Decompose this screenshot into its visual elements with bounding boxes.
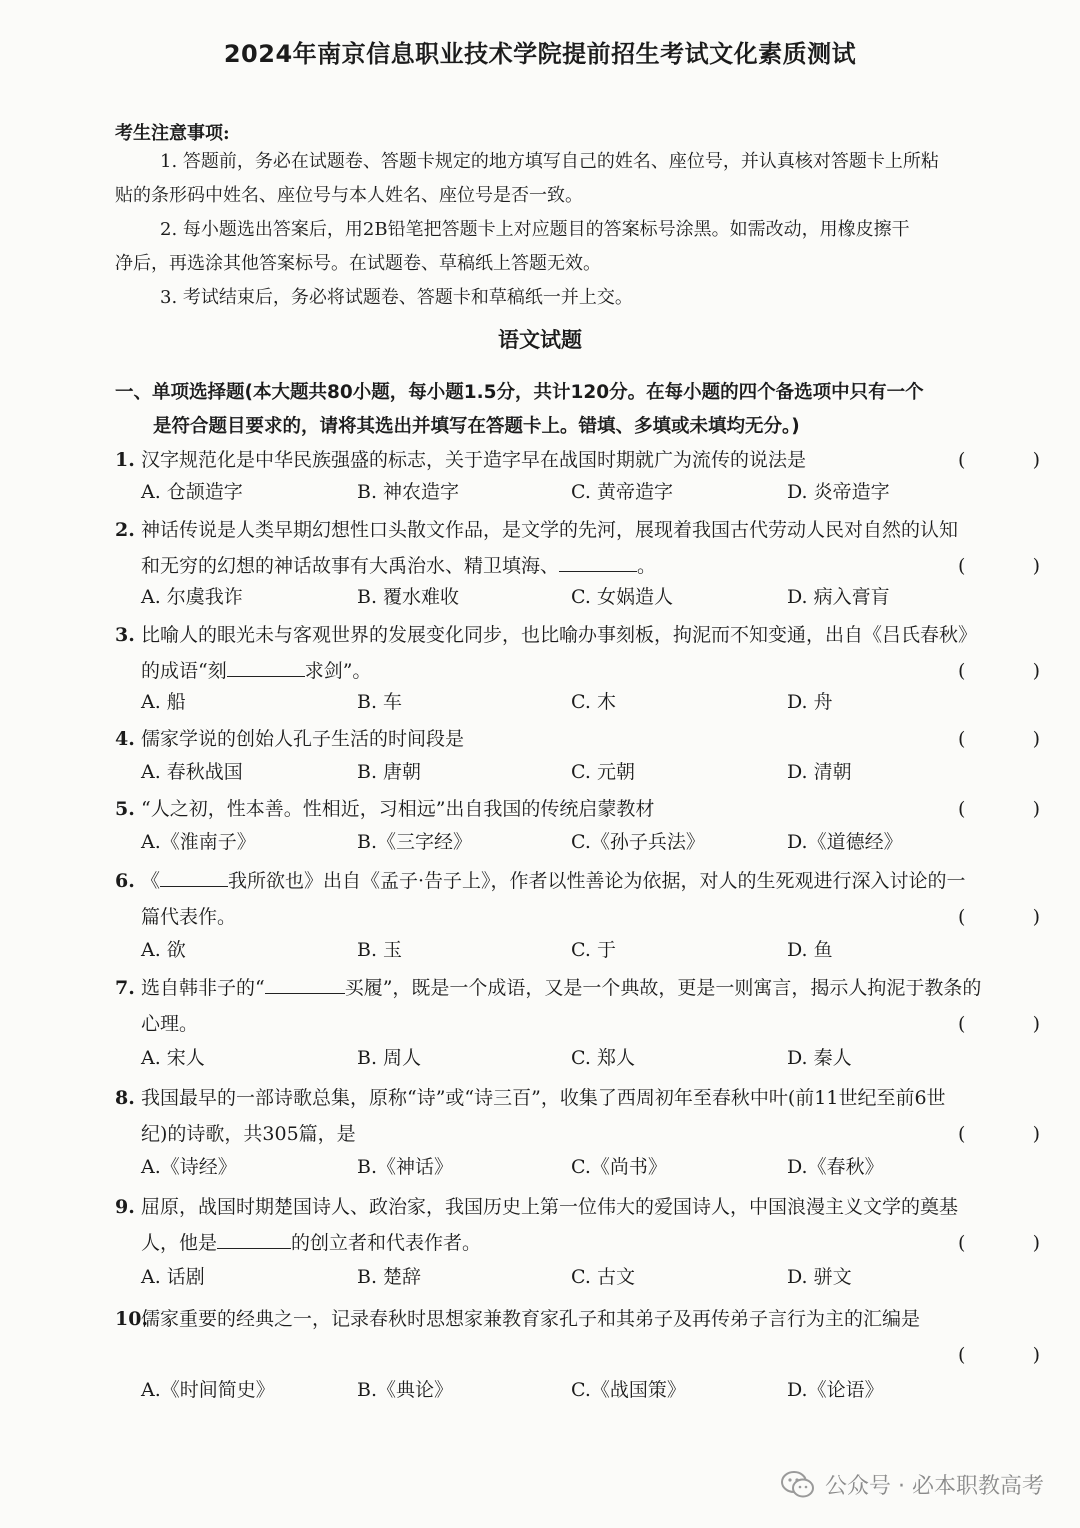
- answer-parentheses: ( ): [958, 1232, 1040, 1254]
- option-a: A. 话剧: [141, 1266, 205, 1288]
- option-d: D. 秦人: [787, 1047, 852, 1069]
- question-3-options: [141, 687, 1041, 723]
- option-d: D. 鱼: [787, 939, 833, 961]
- question-5-options: [141, 827, 1041, 863]
- option-b: B. 覆水难收: [357, 586, 460, 608]
- option-c: C.《尚书》: [571, 1156, 667, 1178]
- option-a: A.《诗经》: [141, 1156, 237, 1178]
- option-c: C. 郑人: [571, 1047, 635, 1069]
- option-d: D. 炎帝造字: [787, 481, 890, 503]
- option-b: B. 唐朝: [357, 761, 422, 783]
- answer-parentheses: ( ): [958, 1344, 1040, 1366]
- answer-parentheses: ( ): [958, 1013, 1040, 1035]
- notice-item-2: 2. 每小题选出答案后，用2B铅笔把答题卡上对应题目的答案标号涂黑。如需改动，用橡皮擦干 净后，再选涂其他答案标号。在试题卷、草稿纸上答题无效。: [115, 219, 910, 274]
- option-a: A.《淮南子》: [141, 831, 256, 853]
- answer-parentheses: ( ): [958, 555, 1040, 577]
- notice-heading: 考生注意事项:: [115, 123, 230, 144]
- option-b: B.《三字经》: [357, 831, 473, 853]
- question-2: 2. 神话传说是人类早期幻想性口头散文作品，是文学的先河，展现着我国古代劳动人民对自然的认知 和无穷的幻想的神话故事有大禹治水、精卫填海、 。 ( ): [115, 512, 1050, 584]
- option-b: B.《神话》: [357, 1156, 454, 1178]
- option-b: B.《典论》: [357, 1379, 454, 1401]
- option-b: B. 车: [357, 691, 403, 713]
- answer-parentheses: ( ): [958, 798, 1040, 820]
- option-c: C. 元朝: [571, 761, 635, 783]
- option-b: B. 楚辞: [357, 1266, 422, 1288]
- option-c: C. 古文: [571, 1266, 635, 1288]
- question-1-options: [141, 477, 1041, 513]
- question-1: 1. 汉字规范化是中华民族强盛的标志，关于造字早在战国时期就广为流传的说法是 ( ): [115, 442, 1050, 478]
- option-c: C. 木: [571, 691, 616, 713]
- question-9-options: [141, 1262, 1041, 1298]
- option-d: D. 病入膏肓: [787, 586, 890, 608]
- question-6: 6. 《 我所欲也》出自《孟子·告子上》，作者以性善论为依据，对人的生死观进行深入讨论的一 篇代表作。 ( ): [115, 863, 1050, 935]
- option-d: D.《道德经》: [787, 831, 903, 853]
- option-d: D. 舟: [787, 691, 833, 713]
- answer-parentheses: ( ): [958, 660, 1040, 682]
- option-a: A. 春秋战国: [141, 761, 243, 783]
- question-8: 8. 我国最早的一部诗歌总集，原称“诗”或“诗三百”，收集了西周初年至春秋中叶(前11世纪至前6世 纪)的诗歌，共305篇，是 ( ): [115, 1080, 1050, 1152]
- option-a: A. 尔虞我诈: [141, 586, 243, 608]
- option-b: B. 周人: [357, 1047, 422, 1069]
- notice-item-1: 1. 答题前，务必在试题卷、答题卡规定的地方填写自己的姓名、座位号，并认真核对答题卡上所粘 贴的条形码中姓名、座位号与本人姓名、座位号是否一致。: [115, 151, 939, 206]
- section-title: 语文试题: [498, 328, 582, 352]
- watermark-text: 公众号 · 必本职教高考: [825, 1474, 1044, 1499]
- option-a: A. 仓颉造字: [141, 481, 243, 503]
- answer-parentheses: ( ): [958, 449, 1040, 471]
- question-2-options: [141, 582, 1041, 618]
- option-a: A.《时间简史》: [141, 1379, 275, 1401]
- question-6-options: [141, 935, 1041, 971]
- answer-parentheses: ( ): [958, 728, 1040, 750]
- option-b: B. 玉: [357, 939, 403, 961]
- answer-parentheses: ( ): [958, 1123, 1040, 1145]
- fill-blank: [227, 656, 305, 677]
- question-4-options: [141, 757, 1041, 793]
- fill-blank: [160, 866, 228, 887]
- question-10: 10.儒家重要的经典之一，记录春秋时思想家兼教育家孔子和其弟子及再传弟子言行为主的汇编是 ( ): [115, 1301, 1050, 1337]
- wechat-icon: [781, 1471, 815, 1499]
- option-d: D.《春秋》: [787, 1156, 884, 1178]
- answer-parentheses: ( ): [958, 906, 1040, 928]
- question-4: 4. 儒家学说的创始人孔子生活的时间段是 ( ): [115, 721, 1050, 757]
- option-c: C. 黄帝造字: [571, 481, 673, 503]
- section-instruction: 一、单项选择题(本大题共80小题，每小题1.5分，共计120分。在每小题的四个备选项中只有一个 是符合题目要求的，请将其选出并填写在答题卡上。错填、多填或未填均无分。): [115, 382, 924, 437]
- option-c: C.《战国策》: [571, 1379, 686, 1401]
- question-7: 7. 选自韩非子的“ 买履”，既是一个成语，又是一个典故，更是一则寓言，揭示人拘泥于教条的 心理。 ( ): [115, 970, 1050, 1042]
- option-c: C.《孙子兵法》: [571, 831, 705, 853]
- fill-blank: [559, 551, 637, 572]
- option-a: A. 宋人: [141, 1047, 205, 1069]
- page-title: 2024年南京信息职业技术学院提前招生考试文化素质测试: [223, 40, 857, 68]
- question-9: 9. 屈原，战国时期楚国诗人、政治家，我国历史上第一位伟大的爱国诗人，中国浪漫主义文学的奠基 人，他是 的创立者和代表作者。 ( ): [115, 1189, 1050, 1261]
- option-c: C. 于: [571, 939, 616, 961]
- option-b: B. 神农造字: [357, 481, 460, 503]
- question-10-options: [141, 1375, 1041, 1411]
- option-c: C. 女娲造人: [571, 586, 673, 608]
- question-7-options: [141, 1043, 1041, 1079]
- option-d: D. 骈文: [787, 1266, 852, 1288]
- question-8-options: [141, 1152, 1041, 1188]
- wechat-watermark: [781, 1469, 1044, 1500]
- notice-item-3: 3. 考试结束后，务必将试题卷、答题卡和草稿纸一并上交。: [160, 287, 633, 308]
- question-3: 3. 比喻人的眼光未与客观世界的发展变化同步，也比喻办事刻板，拘泥而不知变通，出自《吕氏春秋》 的成语“刻 求剑”。 ( ): [115, 617, 1050, 689]
- option-a: A. 船: [141, 691, 186, 713]
- question-5: 5. “人之初，性本善。性相近，习相远”出自我国的传统启蒙教材 ( ): [115, 791, 1050, 827]
- fill-blank: [217, 1228, 291, 1249]
- option-a: A. 欲: [141, 939, 186, 961]
- option-d: D.《论语》: [787, 1379, 884, 1401]
- option-d: D. 清朝: [787, 761, 852, 783]
- fill-blank: [265, 973, 345, 994]
